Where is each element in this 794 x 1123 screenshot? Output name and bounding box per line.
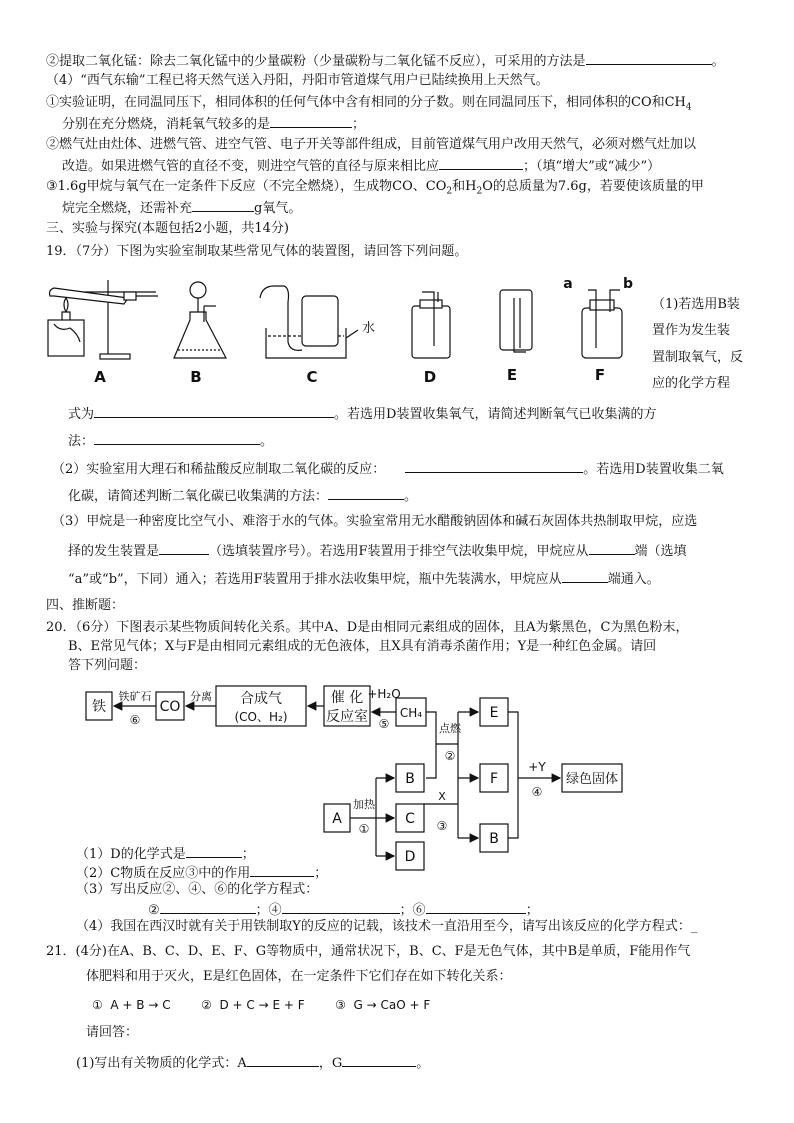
reactor-label: 催 化 xyxy=(330,690,364,706)
h2o-label: +H₂O xyxy=(367,687,401,701)
text-line: ② ；④ ；⑥ ； xyxy=(148,899,539,920)
text-line: “a”或“b”，下同）通入；若选用F装置用于排水法收集甲烷，瓶中先装满水，甲烷应从 端通入。 xyxy=(68,568,660,589)
text-line: 式为 。若选用D装置收集氧气，请简述判断氧气已收集满的方 xyxy=(68,403,656,424)
text-line: 烷完全燃烧，还需补充 g氧气。 xyxy=(62,197,301,218)
label-e: E xyxy=(506,366,518,384)
d-label: D xyxy=(404,849,416,865)
separate-label: 分离 xyxy=(190,690,212,703)
label-f: F xyxy=(594,366,606,384)
label-c: C xyxy=(306,368,318,386)
y-label: +Y xyxy=(528,760,546,774)
c-label: C xyxy=(405,811,415,827)
question-20: 20．（6分）下图表示某些物质间转化关系。其中A、D是由相同元素组成的固体，且A为紫黑色，C为黑色粉末， xyxy=(46,620,689,635)
b1-label: B xyxy=(405,771,415,787)
question-19: 19．（7分）下图为实验室制取某些常见气体的装置图，请回答下列问题。 xyxy=(46,244,468,259)
iron-ore-label: 铁矿石 xyxy=(118,690,152,703)
syngas-label: 合成气 xyxy=(240,691,282,707)
text-line: 化碳，请简述判断二氧化碳已收集满的方法： 。 xyxy=(68,485,417,506)
step-3: ③ xyxy=(436,819,448,833)
text-line: 分别在充分燃烧，消耗氧气较多的是 ； xyxy=(62,113,365,134)
text-line: （3）写出反应②、④、⑥的化学方程式： xyxy=(76,882,319,897)
apparatus-b xyxy=(174,282,226,358)
text-line: 答下列问题： xyxy=(68,658,147,673)
ch4-label: CH₄ xyxy=(399,706,423,720)
apparatus-e xyxy=(500,290,532,352)
text-line: （2）C物质在反应③中的作用 ； xyxy=(76,862,327,883)
step-4: ④ xyxy=(531,785,543,799)
co-label: CO xyxy=(159,699,181,715)
apparatus-d xyxy=(412,292,450,358)
apparatus-f xyxy=(582,290,622,358)
step-2: ② xyxy=(444,749,456,763)
text-line: （4）我国在西汉时就有关于用铁制取Y的反应的记载，该技术一直沿用至今，请写出该反应的化学方程式：_ xyxy=(76,919,698,934)
step-5: ⑤ xyxy=(378,717,390,731)
text-line: ①实验证明，在同温同压下，相同体积的任何气体中含有相同的分子数。则在同温同压下，相同体积的CO和$CH_4$ xyxy=(46,95,692,113)
green-solid-label: 绿色固体 xyxy=(565,772,619,787)
text-line: 法： 。 xyxy=(68,430,273,451)
label-b: B xyxy=(190,368,202,386)
ignite-label: 点燃 xyxy=(439,722,461,735)
water-label: 水 xyxy=(362,321,376,336)
b2-label: B xyxy=(489,831,499,847)
text-line: ③1.6g甲烷与氧气在一定条件下反应（不完全燃烧），生成物CO、$CO_2$和$H_2O$的总质量为7.6g，若要使该质量的甲 xyxy=(46,179,704,197)
question-21: 21．(4分)在A、B、C、D、E、F、G等物质中，通常状况下，B、C、F是无色气体，其中B是单质，F能用作气 xyxy=(46,944,691,959)
reaction-list: ① A + B → C ② D + C → E + F ③ G → CaO + F xyxy=(92,998,431,1012)
f-label: F xyxy=(489,771,499,787)
text-line: ②提取二氧化锰：除去二氧化锰中的少量碳粉（少量碳粉与二氧化锰不反应），可采用的方法是 。 xyxy=(46,50,725,71)
step-6: ⑥ xyxy=(129,713,141,727)
apparatus-a xyxy=(48,280,158,359)
x-label: X xyxy=(438,790,446,803)
text-line: （2）实验室用大理石和稀盐酸反应制取二氧化碳的反应： 。若选用D装置收集二氧 xyxy=(52,458,724,479)
text-line: 请回答： xyxy=(86,1025,139,1040)
heat-label: 加热 xyxy=(353,798,375,811)
text-line: （1）D的化学式是 ； xyxy=(76,843,255,864)
port-b-label: b xyxy=(622,276,634,292)
label-d: D xyxy=(423,368,437,386)
a-label: A xyxy=(332,811,342,827)
text-line: （4）“西气东输”工程已将天然气送入丹阳，丹阳市管道煤气用户已陆续换用上天然气。 xyxy=(46,73,549,88)
apparatus-c xyxy=(260,286,358,358)
section-heading: 三、实验与探究(本题包括2小题，共14分) xyxy=(46,221,289,236)
text-line: 置作为发生装 xyxy=(652,323,731,338)
label-a: A xyxy=(94,368,106,386)
text-line: 体肥料和用于灭火，E是红色固体，在一定条件下它们存在如下转化关系： xyxy=(86,969,512,984)
text-line: 置制取氧气，反 xyxy=(652,350,744,365)
text-line: （1)若选用B装 xyxy=(652,297,740,312)
text-line: 择的发生装置是 （选填装置序号）。若选用F装置用于排空气法收集甲烷，甲烷应从 端（选填 xyxy=(68,540,687,561)
text-line: ②燃气灶由灶体、进燃气管、进空气管、电子开关等部件组成，目前管道煤气用户改用天然气，必须对燃气灶加以 xyxy=(46,137,697,152)
syngas-formula: (CO、H₂) xyxy=(234,710,288,724)
text-line: (1)写出有关物质的化学式：A ，G 。 xyxy=(76,1052,429,1073)
text-line: B、E常见气体；X与F是由相同元素组成的无色液体，且X具有消毒杀菌作用；Y是一种红色金属。请回 xyxy=(68,639,657,654)
text-line: 应的化学方程 xyxy=(652,376,731,391)
apparatus-figure xyxy=(40,272,640,390)
step-1: ① xyxy=(358,822,370,836)
iron-label: 铁 xyxy=(92,699,106,715)
text-line: （3）甲烷是一种密度比空气小、难溶于水的气体。实验室常用无水醋酸钠固体和碱石灰固体共热制取甲烷，应选 xyxy=(52,514,698,529)
port-a-label: a xyxy=(563,276,573,292)
reactor-label-2: 反应室 xyxy=(326,709,368,725)
e-label: E xyxy=(489,705,499,721)
section-heading: 四、推断题： xyxy=(46,598,125,613)
text-line: 改造。如果进燃气管的直径不变，则进空气管的直径与原来相比应 ；（填“增大”或“减少”） xyxy=(62,155,660,176)
